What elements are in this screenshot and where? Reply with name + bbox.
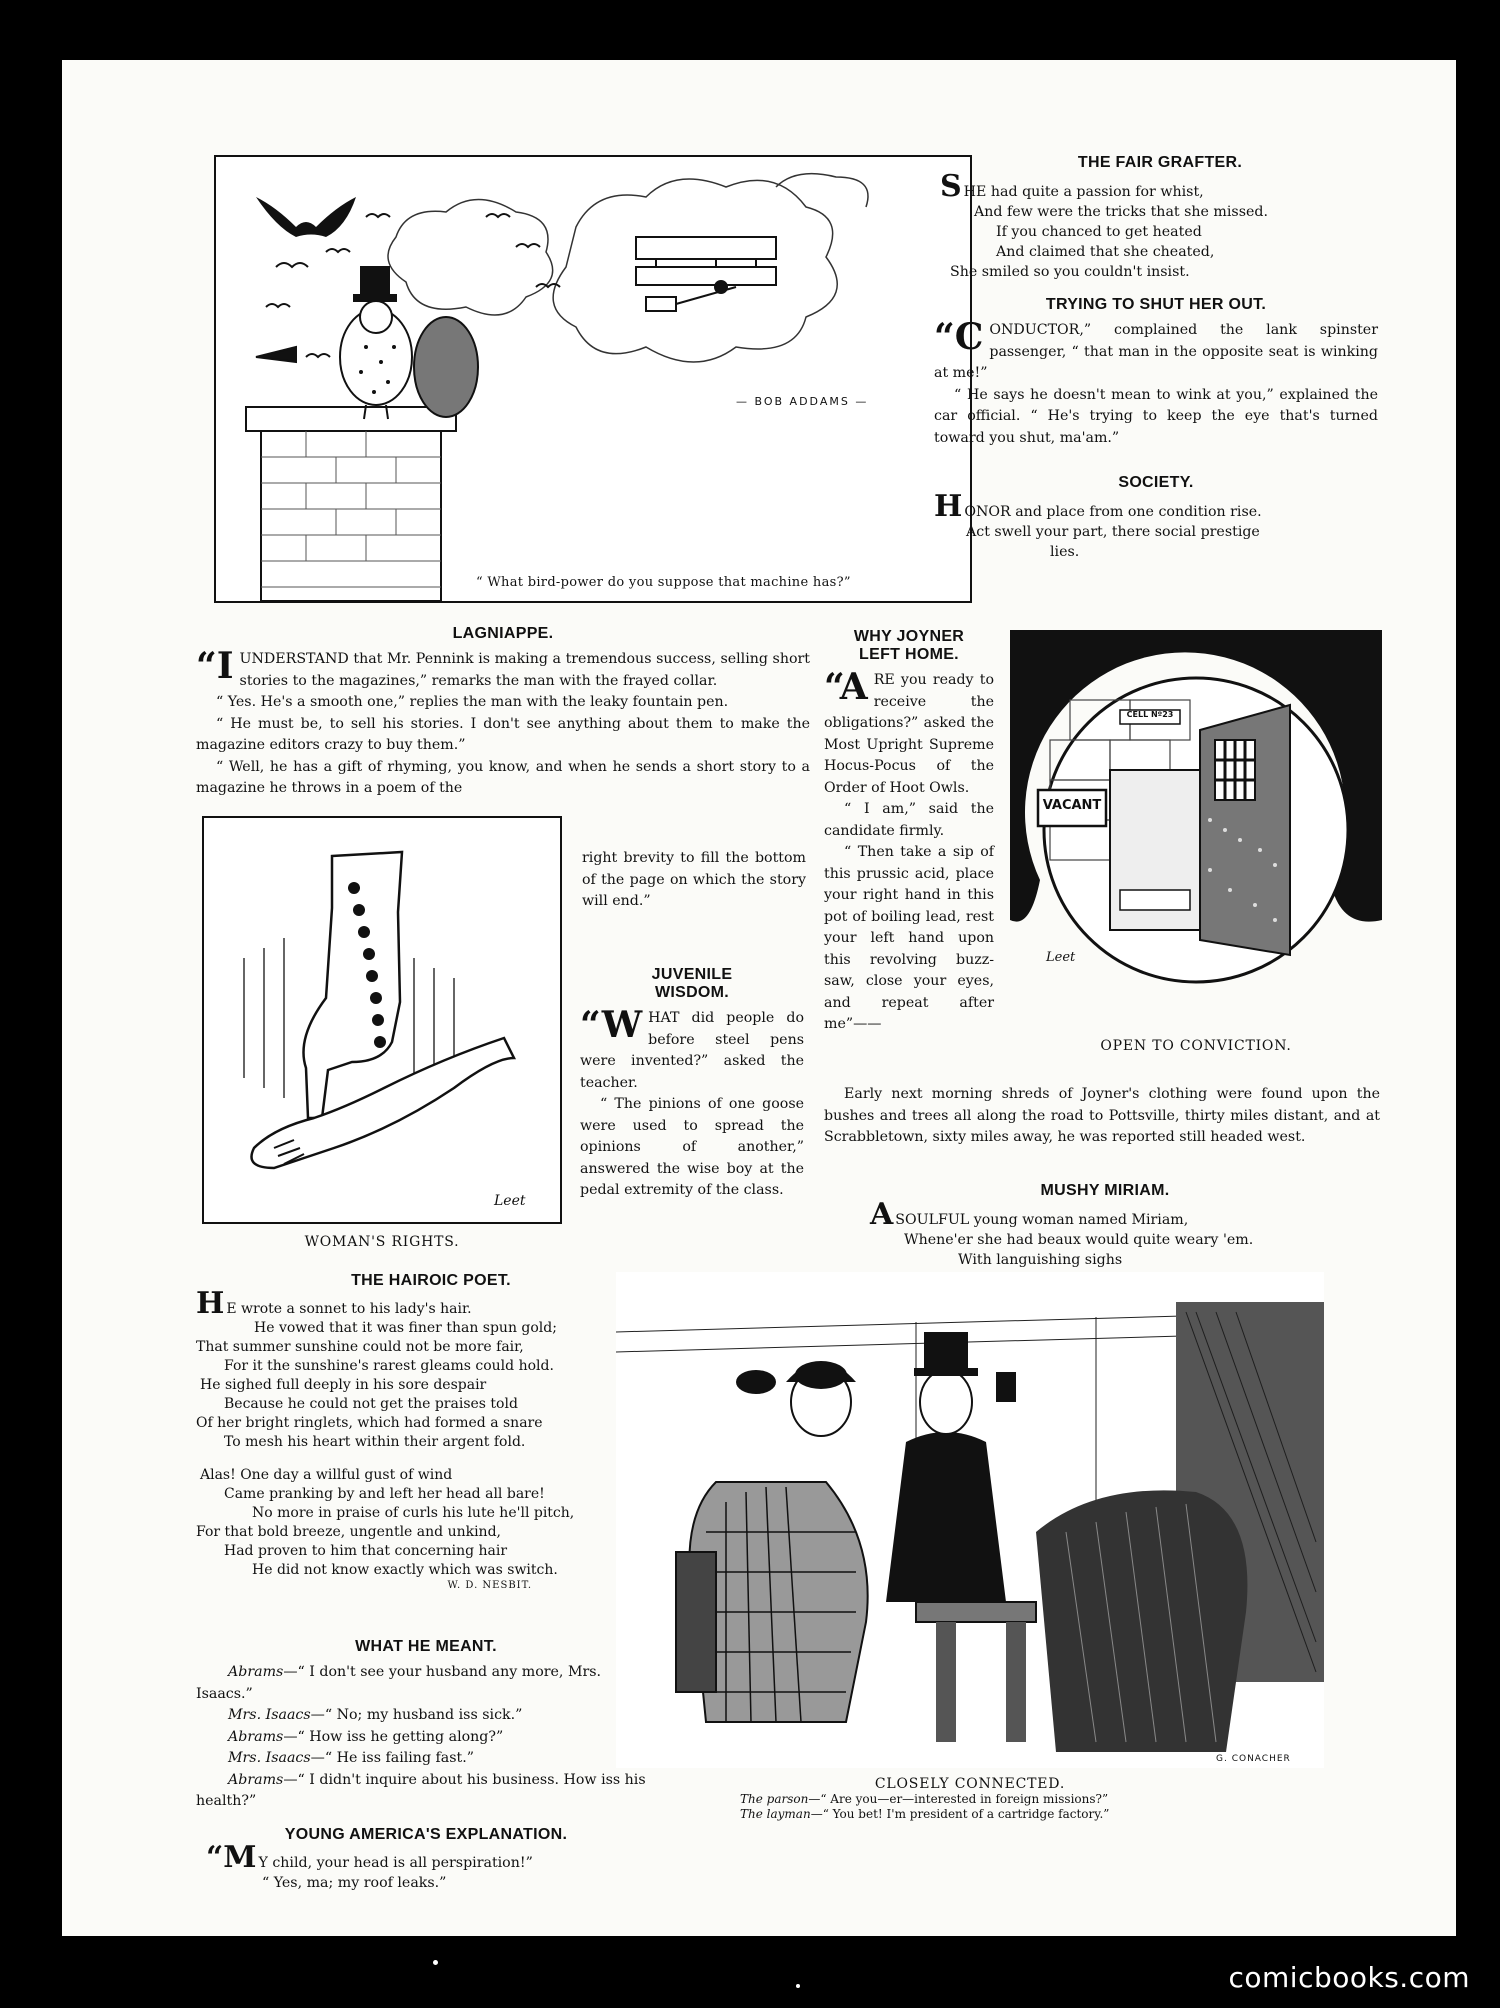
verse-line: He did not know exactly which was switch. [252, 1562, 558, 1578]
verse-line: SOULFUL young woman named Miriam, [895, 1212, 1189, 1228]
shut-out-article [934, 296, 1378, 449]
paragraph: “ He says he doesn't mean to wink at you,” explained the car official. “ He's trying to keep the eye that's turned toward you shut, ma'am.” [934, 386, 1378, 446]
what-he-meant-dialogue [196, 1662, 656, 1813]
boot-cartoon [202, 816, 562, 1224]
speaker: Abrams [228, 1771, 284, 1788]
joyner-article [824, 628, 994, 1036]
dialogue-line: —“ Are you—er—interested in foreign missions?” [808, 1792, 1109, 1806]
fair-grafter-article [940, 154, 1380, 282]
verse-line: He vowed that it was finer than spun gold; [254, 1320, 557, 1336]
juvenile-dropcap: “W [580, 1004, 643, 1046]
cell-cartoon-caption: OPEN TO CONVICTION. [1100, 1038, 1292, 1054]
verse-line: HE had quite a passion for whist, [963, 184, 1204, 200]
society-verse [934, 489, 1378, 562]
paragraph: “ The pinions of one goose were used to spread the opinions of another,” answered the wise boy at the pedal extremity of the class. [580, 1096, 804, 1198]
paragraph: HAT did people do before steel pens were invented?” asked the teacher. [580, 1010, 804, 1091]
verse-line: Because he could not get the praises told [224, 1396, 518, 1412]
hairoic-stanza-2 [196, 1466, 666, 1580]
cell-cartoon [1010, 630, 1382, 1010]
verse-line: Y child, your head is all perspiration!” [258, 1855, 533, 1871]
shut-out-title: TRYING TO SHUT HER OUT. [1045, 296, 1267, 313]
joyner-title-line2: LEFT HOME. [859, 646, 959, 663]
bird-cartoon-signature: — BOB ADDAMS — [736, 395, 869, 408]
boot-cartoon-signature: Leet [494, 1193, 526, 1209]
speaker: The layman [740, 1807, 811, 1821]
paragraph: ONDUCTOR,” complained the lank spinster passenger, “ that man in the opposite seat is winking at me!” [934, 322, 1378, 381]
verse-line: ONOR and place from one condition rise. [964, 504, 1262, 520]
dialogue-line: —“ How iss he getting along?” [283, 1728, 504, 1745]
lagniappe-text [196, 645, 810, 800]
young-america-text [196, 1840, 656, 1893]
fair-grafter-title: THE FAIR GRAFTER. [1077, 154, 1243, 171]
joyner-conclusion [824, 1084, 1380, 1149]
joyner-title-line1: WHY JOYNER [853, 628, 965, 645]
what-he-meant-title: WHAT HE MEANT. [355, 1638, 497, 1655]
dialogue-line: —“ I didn't inquire about his business. How iss his health?” [196, 1771, 646, 1809]
verse-line: That summer sunshine could not be more fair, [196, 1339, 524, 1355]
dialogue-line: —“ You bet! I'm president of a cartridge factory.” [810, 1807, 1110, 1821]
paragraph: RE you ready to receive the obligations?” asked the Most Upright Supreme Hocus-Pocus of the Order of Hoot Owls. [824, 672, 994, 796]
train-cartoon [616, 1272, 1324, 1768]
speaker: Mrs. Isaacs [228, 1750, 311, 1766]
what-he-meant-article [196, 1638, 656, 1813]
train-cartoon-caption-block [616, 1776, 1324, 1822]
juvenile-title-line2: WISDOM. [654, 984, 730, 1001]
watermark: comicbooks.com [1228, 1961, 1470, 1994]
boot-cartoon-drawing [204, 818, 560, 1222]
bird-cartoon-caption: “ What bird-power do you suppose that machine has?” [476, 575, 851, 590]
shut-out-dropcap: “C [934, 316, 984, 358]
verse-line: He sighed full deeply in his sore despair [200, 1377, 487, 1393]
young-america-article [196, 1826, 656, 1893]
dialogue-line: —“ He iss failing fast.” [310, 1750, 474, 1766]
verse-line: Whene'er she had beaux would quite weary 'em. [904, 1232, 1254, 1248]
train-cartoon-signature: G. CONACHER [1216, 1754, 1291, 1764]
verse-line: Alas! One day a willful gust of wind [200, 1467, 453, 1483]
dialogue-line: —“ No; my husband iss sick.” [310, 1707, 523, 1723]
verse-line: No more in praise of curls his lute he'll pitch, [252, 1505, 575, 1521]
society-dropcap: H [934, 489, 963, 524]
verse-line: For it the sunshine's rarest gleams could hold. [224, 1358, 554, 1374]
fair-grafter-verse [940, 169, 1380, 282]
speaker: Mrs. Isaacs [228, 1707, 311, 1723]
verse-line: “ Yes, ma; my roof leaks.” [262, 1875, 447, 1891]
magazine-page [62, 60, 1456, 1936]
hairoic-title: THE HAIROIC POET. [351, 1272, 511, 1289]
verse-line: She smiled so you couldn't insist. [950, 264, 1190, 280]
hairoic-article [196, 1272, 666, 1591]
scan-speck [796, 1984, 800, 1988]
society-article [934, 474, 1378, 562]
shut-out-text [934, 316, 1378, 449]
cell-door-sign: CELL Nº23 [1126, 710, 1174, 719]
verse-line: And claimed that she cheated, [996, 244, 1215, 260]
juvenile-text [580, 1004, 804, 1202]
hairoic-author: W. D. NESBIT. [447, 1580, 532, 1591]
speaker: Abrams [228, 1664, 284, 1680]
verse-line: lies. [1050, 544, 1080, 560]
paragraph: “ Well, he has a gift of rhyming, you know, and when he sends a short story to a magazine he throws in a poem of the [196, 758, 810, 796]
train-cartoon-dialogue [616, 1792, 1324, 1822]
verse-line: E wrote a sonnet to his lady's hair. [226, 1301, 472, 1317]
fair-grafter-dropcap: S [940, 169, 962, 204]
speaker: The parson [740, 1792, 809, 1806]
juvenile-article [580, 966, 804, 1202]
mushy-dropcap: A [870, 1197, 894, 1232]
juvenile-title-line1: JUVENILE [651, 966, 733, 983]
paragraph: “ Then take a sip of this prussic acid, place your right hand in this pot of boiling lead, rest your left hand upon this revolving buzz-saw, close your eyes, and repeat after me”—— [824, 844, 994, 1032]
bird-cartoon-drawing [216, 157, 970, 601]
lagniappe-article [196, 625, 810, 800]
verse-line: Came pranking by and left her head all bare! [224, 1486, 545, 1502]
cell-cartoon-signature: Leet [1046, 950, 1076, 965]
train-cartoon-caption: CLOSELY CONNECTED. [874, 1776, 1066, 1792]
hairoic-dropcap: H [196, 1286, 225, 1321]
paragraph: “ Yes. He's a smooth one,” replies the man with the leaky fountain pen. [216, 694, 729, 710]
joyner-text [824, 666, 994, 1036]
verse-line: To mesh his heart within their argent fold. [224, 1434, 526, 1450]
dialogue-line: —“ I don't see your husband any more, Mrs. Isaacs.” [196, 1664, 602, 1702]
boot-cartoon-caption: WOMAN'S RIGHTS. [304, 1234, 460, 1250]
joyner-dropcap: “A [824, 666, 868, 708]
scan-speck [433, 1960, 438, 1965]
paragraph: UNDERSTAND that Mr. Pennink is making a tremendous success, selling short stories to the magazines,” remarks the man with the frayed collar. [239, 651, 810, 689]
verse-line: Act swell your part, there social prestige [966, 524, 1260, 540]
paragraph: “ I am,” said the candidate firmly. [824, 801, 994, 839]
verse-line: Had proven to him that concerning hair [224, 1543, 508, 1559]
vacant-sign: VACANT [1042, 798, 1102, 813]
paragraph: Early next morning shreds of Joyner's clothing were found upon the bushes and trees all along the road to Pottsville, thirty miles distant, and at Scrabbletown, sixty miles away, he was reported still headed west. [824, 1086, 1380, 1145]
society-title: SOCIETY. [1118, 474, 1194, 491]
verse-line: And few were the tricks that she missed. [974, 204, 1268, 220]
lagniappe-title: LAGNIAPPE. [452, 625, 554, 642]
lagniappe-continuation: right brevity to fill the bottom of the page on which the story will end.” [582, 850, 806, 909]
verse-line: With languishing sighs [958, 1252, 1123, 1268]
hairoic-stanza-1 [196, 1286, 666, 1452]
speaker: Abrams [228, 1728, 284, 1745]
young-america-title: YOUNG AMERICA'S EXPLANATION. [284, 1826, 568, 1843]
bird-cartoon [214, 155, 972, 603]
train-cartoon-drawing [616, 1272, 1324, 1768]
mushy-title: MUSHY MIRIAM. [1040, 1182, 1170, 1199]
young-america-dropcap: “M [206, 1840, 257, 1875]
verse-line: Of her bright ringlets, which had formed a snare [196, 1415, 543, 1431]
verse-line: For that bold breeze, ungentle and unkind, [196, 1524, 501, 1540]
paragraph: “ He must be, to sell his stories. I don't see anything about them to make the magazine editors crazy to buy them.” [196, 715, 810, 753]
verse-line: If you chanced to get heated [996, 224, 1202, 240]
lagniappe-dropcap: “I [196, 645, 234, 687]
